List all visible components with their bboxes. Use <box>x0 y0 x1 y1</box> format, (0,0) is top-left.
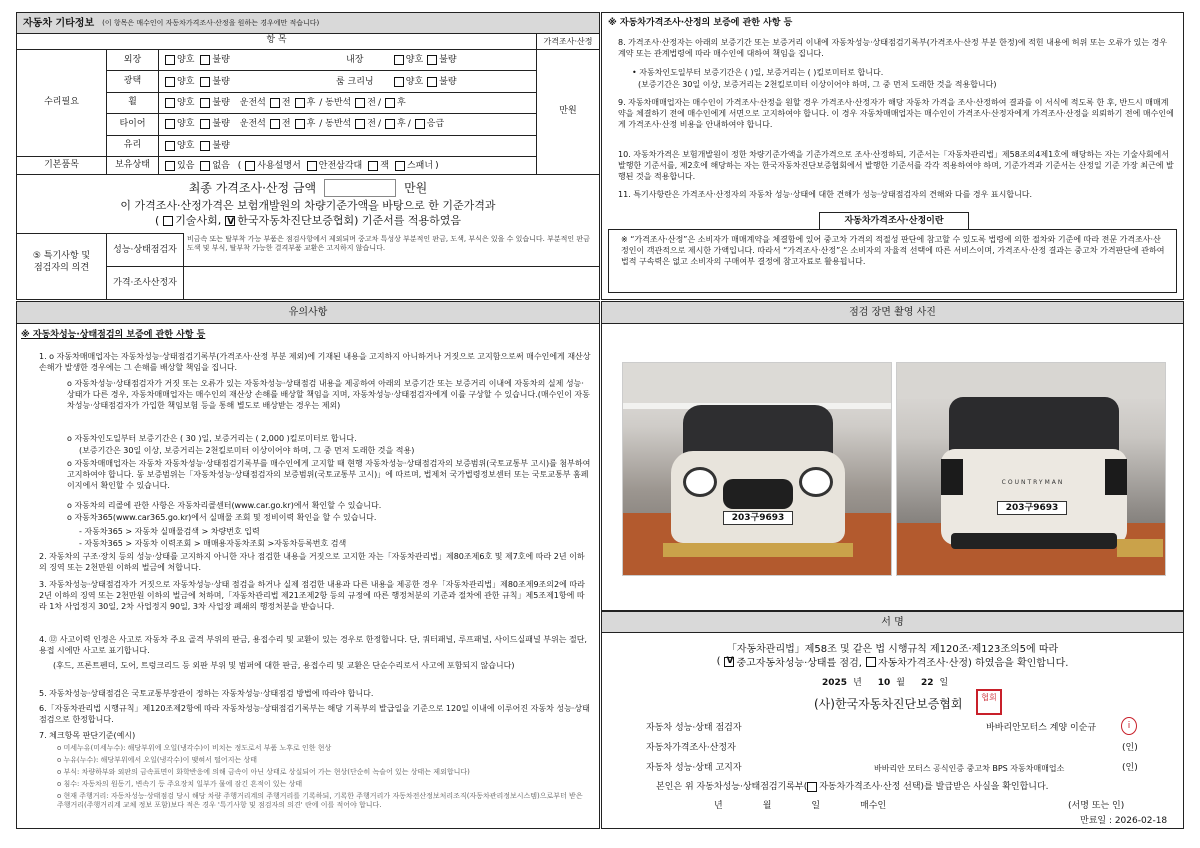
price-p8c: (보증기간은 30일 이상, 보증거리는 2천킬로미터 이상이어야 하며, 그 중 먼저 도래한 것을 적용합니다) <box>638 80 997 89</box>
price-p8: 8. 가격조사·산정자는 아래의 보증기간 또는 보증거리 이내에 자동차성능·상태점검기록부(가격조사·산정 부분 한정)에 적힌 내용에 허위 또는 오류가 있는 경우 계약 또는 관계법령에 따라 매수인에 대하여 책임을 집니다. <box>618 38 1168 58</box>
repair-row: 휠 양호 불량 운전석 전 후 / 동반석 전 / 후 <box>107 93 536 114</box>
rear-plate: 203구9693 <box>997 501 1067 515</box>
repair-option2-checkbox[interactable] <box>427 77 437 87</box>
final-price-unit: 만원 <box>404 180 428 195</box>
repair-option-label: 양호 <box>177 76 195 87</box>
repair-extra2-checkbox[interactable] <box>415 119 425 129</box>
repair-row-label2: 내장 <box>346 55 364 66</box>
repair-row-label: 휠 <box>107 92 159 113</box>
section-title-note: (이 항목은 매수인이 자동차가격조사·산정을 원하는 경우에만 적습니다) <box>102 18 320 27</box>
repair-option-label: 불량 <box>212 55 230 66</box>
expiry-date: 만료일 : 2026-02-18 <box>1080 816 1168 826</box>
perf-check-label: 중고자동차성능·상태를 점검, <box>736 658 862 669</box>
price-inspector-field[interactable] <box>184 266 599 299</box>
repair-row-label: 타이어 <box>107 114 159 135</box>
repair-row-label: 유리 <box>107 135 159 156</box>
notes-item-1b: o 자동차성능·상태점검자가 거짓 또는 오류가 있는 자동차성능·상태점검 내용을 제공하여 아래의 보증기간 또는 보증거리 이내에 자동차의 실제 성능·상태가 다른 경우, 자동차매매업자는 매수인의 재산상 손해를 배상할 책임을 지며, 자동차성능·상태점검자에게 이를 구상할 수 있습니다.(매수인이 자동차성능·상태점검자가 가입한 책임보험 등을 통해 별도로 배상받는 경우는 제외) <box>67 379 590 410</box>
repair-extra2-checkbox[interactable] <box>385 98 395 108</box>
cat-basic: 기본품목 <box>17 157 107 175</box>
jack-label: 잭 <box>380 160 389 171</box>
repair-extra2-option: 응급 <box>426 119 445 130</box>
repair-extra-option: 후 <box>306 119 316 130</box>
repair-option-label: 양호 <box>177 119 195 130</box>
repair-option-checkbox[interactable] <box>165 141 175 151</box>
repair-option-label: 양호 <box>177 140 195 151</box>
std-line2: ( 기술사회, V 한국자동차진단보증협회 ) 기준서를 적용하였음 <box>17 214 599 228</box>
perf-inspector-text: 비금속 또는 탈부착 가능 부품은 점검사항에서 제외되며 중고차 특성상 부분적인 판금, 도색, 부식은 있을 수 있습니다. 부분적인 판금 도색 및 부식, 탈부착 가능한 결격부품 교환은 고지하지 않습니다. <box>187 235 590 252</box>
repair-extra2-checkbox[interactable] <box>355 119 365 129</box>
basic-items-row: 보유상태 있음 없음 ( 사용설명서 안전삼각대 잭 스패너 ) <box>107 157 536 175</box>
std-line1: 이 가격조사·산정가격은 보험개발원의 차량기준가액을 바탕으로 한 기준가격과 <box>120 199 496 212</box>
sign-r2-value: (인) <box>1122 743 1138 753</box>
notes-item-2: 2. 자동차의 구조·장치 등의 성능·상태를 고지하지 아니한 자나 점검한 내용을 거짓으로 고지한 자는「자동차관리법」제80조제6호 및 제7호에 따라 2년 이하의 징역 또는 2천만원 이하의 벌금에 처합니다. <box>39 552 585 572</box>
sign-r2-label: 자동차가격조사·산정자 <box>646 743 736 753</box>
manual-label: 사용설명서 <box>257 160 301 171</box>
buyer-date-line: 년 월 일 매수인 <box>714 801 887 811</box>
sign-header: 서 명 <box>602 611 1183 633</box>
vehicle-other-info-section <box>16 12 600 300</box>
perf-check-checkbox[interactable] <box>724 657 734 667</box>
sign-date: 2025 년 10 월 22 일 <box>822 678 949 688</box>
price-guarantee-section <box>601 12 1184 300</box>
inspector-stamp-icon: i <box>1121 717 1137 735</box>
photos-header: 점검 장면 촬영 사진 <box>602 302 1183 324</box>
repair-extra-label: 운전석 <box>239 119 266 130</box>
special-remarks-label: ⑤ 특기사항 및 점검자의 의견 <box>17 233 107 299</box>
repair-option-checkbox[interactable] <box>200 98 210 108</box>
repair-row <box>107 50 536 71</box>
std-tech-label: 기술사회, <box>175 214 222 227</box>
repair-option-checkbox[interactable] <box>200 55 210 65</box>
repair-option-checkbox[interactable] <box>165 119 175 129</box>
rear-photo <box>896 362 1166 576</box>
criteria-5: o 현재 주행거리: 자동차성능·상태점검 당시 해당 차량 주행거리계의 주행거리를 기록하되, 기록한 주행거리가 자동차전산정보처리조직(자동차관리정보시스템)으로부터 받은 주행거리(주행거리계 교체 정보 포함)보다 적은 경우 '특기사항 및 점검자의 의견' 란에 이를 적어야 합니다. <box>57 792 583 809</box>
photos-section <box>601 301 1184 611</box>
sign-r1-value: 바바리안모터스 계양 이순규 <box>986 723 1097 733</box>
repair-row-label2: 룸 크리닝 <box>335 76 374 87</box>
basic-none-checkbox[interactable] <box>200 161 210 171</box>
front-plate: 203구9693 <box>723 511 793 525</box>
notes-item-5: 5. 자동차성능·상태점검은 국토교통부장관이 정하는 자동차성능·상태점검 방법에 따라야 합니다. <box>39 689 374 698</box>
repair-extra-checkbox[interactable] <box>270 119 280 129</box>
confirm-checkbox[interactable] <box>807 782 817 792</box>
std-tech-checkbox[interactable] <box>163 216 173 226</box>
notes-item-7: 7. 체크항목 판단기준(예시) <box>39 731 136 740</box>
repair-option2-label: 양호 <box>405 76 424 87</box>
final-price-row <box>17 175 599 201</box>
repair-row-label: 광택 <box>107 71 159 92</box>
repair-extra2-option: 후 <box>397 119 406 130</box>
price-p9: 9. 자동차매매업자는 매수인이 가격조사·산정을 원할 경우 가격조사·산정자가 해당 자동차 가격을 조사·산정하여 결과를 이 서식에 적도록 한 후, 반드시 매매계약을 체결하기 전에 매수인에게 서면으로 고지하여야 합니다. 이 경우 자동차매매업자는 매수인이 가격조사·산정자에게 가격조사·산정을 의뢰하기 전에 매수인에게 가격조사·산정 비용을 안내하여야 합니다. <box>618 98 1174 129</box>
repair-extra2-option: 전 <box>367 97 376 108</box>
repair-option-label: 불량 <box>212 119 230 130</box>
criteria-2: o 누유(누수): 해당부위에서 오일(냉각수)이 맺혀서 떨어지는 상태 <box>57 756 257 764</box>
price-box-text: ※ “가격조사·산정”은 소비자가 매매계약을 체결함에 있어 중고차 가격의 적절성 판단에 참고할 수 있도록 법령에 의한 절차와 기준에 따라 전문 가격조사·산정인이 객관적으로 제시한 가액입니다. 따라서 “가격조사·산정”은 소비자의 자율적 선택에 따른 서비스이며, 가격조사·산정 결과는 중고차 가격판단에 관하여 법적 구속력은 없고 소비자의 구매여부 결정에 참고자료로 활용됩니다. <box>608 229 1177 293</box>
repair-rows <box>107 50 536 157</box>
repair-option-label: 불량 <box>212 76 230 87</box>
repair-option-checkbox[interactable] <box>165 55 175 65</box>
signature-section <box>601 611 1184 829</box>
sign-year: 2025 <box>822 678 848 688</box>
sign-r3-value: 바바리안 모터스 공식인증 중고차 BPS 자동차매매업소 <box>874 764 1065 773</box>
repair-option2-checkbox[interactable] <box>394 55 404 65</box>
repair-option-label: 불량 <box>212 140 230 151</box>
basic-have-checkbox[interactable] <box>165 161 175 171</box>
perf-inspector-label: 성능·상태점검자 <box>107 233 184 266</box>
price-check-checkbox[interactable] <box>866 657 876 667</box>
front-photo <box>622 362 892 576</box>
price-guarantee-title: ※ 자동차가격조사·산정의 보증에 관한 사항 등 <box>608 18 793 28</box>
triangle-label: 안전삼각대 <box>318 160 363 171</box>
repair-option2-label: 양호 <box>405 55 424 66</box>
notes-item-4: 4. ⑫ 사고이력 인정은 사고로 자동차 주요 골격 부위의 판금, 용접수리 및 교환이 있는 경우로 한정합니다. 단, 쿼터패널, 루프패널, 사이드실패널 부위는 절단, 용접 시에만 사고로 표기합니다. <box>39 635 587 655</box>
repair-row: 타이어 양호 불량 운전석 전 후 / 동반석 전 / 후 / 응급 <box>107 114 536 135</box>
price-inspector-label: 가격·조사산정자 <box>107 266 184 299</box>
basic-none-label: 없음 <box>212 160 230 171</box>
notes-header: 유의사항 <box>17 302 599 324</box>
repair-option-checkbox[interactable] <box>200 119 210 129</box>
sign-org: (사)한국자동차진단보증협회 <box>814 697 963 711</box>
spanner-label: 스패너 <box>406 160 434 171</box>
col-header-price: 가격조사·산정 <box>536 33 599 50</box>
repair-extra2-checkbox[interactable] <box>385 119 395 129</box>
repair-row <box>107 136 536 157</box>
notes-item-1: 1. o 자동차매매업자는 자동차성능·상태점검기록부(가격조사·산정 부분 제외)에 기재된 내용을 고지하지 아니하거나 거짓으로 고지함으로써 매수인에게 재산상 손해가 발생한 경우에는 그 손해를 배상할 책임을 집니다. <box>39 352 591 372</box>
repair-row-label: 외장 <box>107 50 159 71</box>
repair-option2-label: 불량 <box>439 76 457 87</box>
repair-option-label: 불량 <box>212 97 230 108</box>
price-p10: 10. 자동차가격은 보험개발원이 정한 차량기준가액을 기준가격으로 조사·산정하되, 기준서는「자동차관리법」제58조의4제1호에 해당하는 자는 기술사회에서 발행한 기준서를, 제2호에 해당하는 자는 한국자동차진단보증협회에서 발행한 기준서를 각각 적용하여야 하며, 기준가격과 기준서는 산정일 기준 가장 최근에 발행된 것을 적용합니다. <box>618 150 1174 181</box>
repair-option-checkbox[interactable] <box>165 77 175 87</box>
sign-check-line: ( V 중고자동차성능·상태를 점검, 자동차가격조사·산정) 하였음을 확인합니다. <box>602 654 1183 669</box>
sign-confirm-line: 본인은 위 자동차성능·상태점검기록부( 자동차가격조사·산정 선택)를 발급받은 사실을 확인합니다. <box>656 782 1049 792</box>
notes-item-3: 3. 자동차성능·상태점검자가 거짓으로 자동차성능·상태 점검을 하거나 실제 점검한 내용과 다른 내용을 제공한 경우「자동차관리법」제80조제9조의2에 따라 2년 이하의 징역 또는 2천만원 이하의 벌금에 처하며,「자동차관리법 제21조제2항 등의 규정에 따른 행정처분의 기준과 절차에 관한 규칙」제5조제1항에 따라 1차 사업정지 30일, 2차 사업정지 90일, 3차 사업장 폐쇄의 행정처분을 받습니다. <box>39 580 585 611</box>
notes-item-1h: - 자동차365 > 자동차 실매물검색 > 차량번호 입력 <box>79 527 260 536</box>
notes-item-1f: o 자동차의 리콜에 관한 사항은 자동차리콜센터(www.car.go.kr)에서 확인할 수 있습니다. <box>67 501 382 510</box>
section-title-bar <box>17 13 599 33</box>
rear-badge: COUNTRYMAN <box>1001 479 1065 486</box>
repair-option-label: 양호 <box>177 55 195 66</box>
cat-repair: 수리필요 <box>17 50 107 157</box>
repair-option-checkbox[interactable] <box>200 141 210 151</box>
section-title: 자동차 기타정보 <box>23 17 95 29</box>
notes-item-4b: (후드, 프론트펜더, 도어, 트렁크리드 등 외판 부위 및 범퍼에 대한 판금, 용접수리 및 교환은 단순수리로서 사고에 포함되지 않습니다) <box>53 661 515 670</box>
buyer-sign: (서명 또는 인) <box>1068 801 1125 811</box>
repair-extra2-option: 후 <box>397 97 406 108</box>
price-check-label: 자동차가격조사·산정) 하였음을 확인합니다. <box>877 658 1069 669</box>
criteria-3: o 부식: 차량하부와 외판의 금속표면이 화학반응에 의해 금속이 아닌 상태로 상실되어 가는 현상(단순히 녹슬어 있는 상태는 제외합니다) <box>57 768 470 776</box>
repair-extra-label: 운전석 <box>239 97 266 108</box>
spanner-checkbox[interactable] <box>395 161 405 171</box>
sign-r3-label: 자동차 성능·상태 고지자 <box>646 763 742 773</box>
notes-item-1g: o 자동차365(www.car365.go.kr)에서 실매물 조회 및 정비이력 확인을 할 수 있습니다. <box>67 513 377 522</box>
repair-extra-sep: / 동반석 <box>319 97 352 108</box>
repair-option-checkbox[interactable] <box>165 98 175 108</box>
triangle-checkbox[interactable] <box>307 161 317 171</box>
buyer-label: 매수인 <box>860 801 887 811</box>
sign-day: 22 <box>921 678 934 688</box>
repair-row <box>107 71 536 92</box>
repair-extra2-checkbox[interactable] <box>355 98 365 108</box>
notes-item-1e: o 자동차매매업자는 자동차 자동차성능·상태점검기록부를 매수인에게 고지할 때 현행 자동차성능·상태점검자의 보증범위(국토교통부 고시)를 첨부하여 고지하여야 합니다. 동 보증범위는「자동차성능·상태점검자의 보증범위(국토교통부 고시)」에 따르며, 법제처 국가법령정보센터 또는 국토교통부 홈페이지에서 확인할 수 있습니다. <box>67 459 591 490</box>
repair-extra-option: 후 <box>306 97 316 108</box>
notes-item-1i: - 자동차365 > 자동차 이력조회 > 매매용자동차조회 >자동차등록번호 검색 <box>79 539 347 548</box>
repair-extra-option: 전 <box>281 119 291 130</box>
manual-checkbox[interactable] <box>245 161 255 171</box>
final-price-label: 최종 가격조사·산정 금액 <box>188 180 317 195</box>
notes-section <box>16 301 600 829</box>
sign-law-line: 「자동차관리법」제58조 및 같은 법 시행규칙 제120조·제123조의5에 따라 <box>726 644 1059 655</box>
repair-extra-option: 전 <box>281 97 291 108</box>
basic-have-label: 있음 <box>177 160 195 171</box>
notes-item-6: 6.「자동차관리법 시행규칙」제120조제2항에 따라 자동차성능·상태점검기록부는 해당 기록부의 발급일을 기준으로 120일 이내에 이루어진 자동차 성능·상태점검으로 한정합니다. <box>39 704 590 724</box>
repair-option-label: 양호 <box>177 97 195 108</box>
basic-label: 보유상태 <box>107 157 159 175</box>
price-box-title: 자동차가격조사·산정이란 <box>819 212 969 230</box>
repair-option2-checkbox[interactable] <box>427 55 437 65</box>
notes-item-1c: o 자동차인도일부터 보증기간은 ( 30 )일, 보증거리는 ( 2,000 )킬로미터로 합니다. <box>67 434 357 443</box>
notes-title: ※ 자동차성능·상태점검의 보증에 관한 사항 등 <box>21 330 206 340</box>
col-header-item: 항 목 <box>17 33 537 50</box>
jack-checkbox[interactable] <box>368 161 378 171</box>
repair-extra2-option: 전 <box>367 119 376 130</box>
repair-extra-checkbox[interactable] <box>270 98 280 108</box>
std-kaa-checkbox[interactable] <box>225 216 235 226</box>
sign-month: 10 <box>877 678 891 688</box>
association-seal-icon: 협회 <box>976 689 1002 715</box>
price-p11: 11. 특기사항란은 가격조사·산정자의 자동차 성능·상태에 대한 견해가 성능·상태점검자의 견해와 다를 경우 표시합니다. <box>618 190 1033 199</box>
repair-option-checkbox[interactable] <box>200 77 210 87</box>
final-price-input[interactable] <box>324 179 396 197</box>
sign-r1-label: 자동차 성능·상태 점검자 <box>646 723 742 733</box>
criteria-1: o 미세누유(미세누수): 해당부위에 오일(냉각수)이 비치는 정도로서 부품 노후로 인한 현상 <box>57 744 332 752</box>
repair-extra-checkbox[interactable] <box>295 119 305 129</box>
price-p8b: • 자동차인도일부터 보증기간은 ( )일, 보증거리는 ( )킬로미터로 합니다. <box>632 68 884 77</box>
repair-extra-checkbox[interactable] <box>295 98 305 108</box>
std-kaa-label: 한국자동차진단보증협회 <box>237 214 355 227</box>
price-unit-cell: 만원 <box>536 50 599 175</box>
repair-option2-checkbox[interactable] <box>394 77 404 87</box>
repair-extra-sep: / 동반석 <box>319 119 352 130</box>
sign-r3-in: (인) <box>1122 763 1138 773</box>
criteria-4: o 침수: 자동차의 원동기, 변속기 등 주요장치 일부가 물에 잠긴 흔적이 있는 상태 <box>57 780 303 788</box>
repair-option2-label: 불량 <box>439 55 457 66</box>
std-line2-end: ) 기준서를 적용하였음 <box>354 214 462 227</box>
notes-item-1d: (보증기간은 30일 이상, 보증거리는 2천킬로미터 이상이어야 하며, 그 중 먼저 도래한 것을 적용) <box>79 446 415 455</box>
